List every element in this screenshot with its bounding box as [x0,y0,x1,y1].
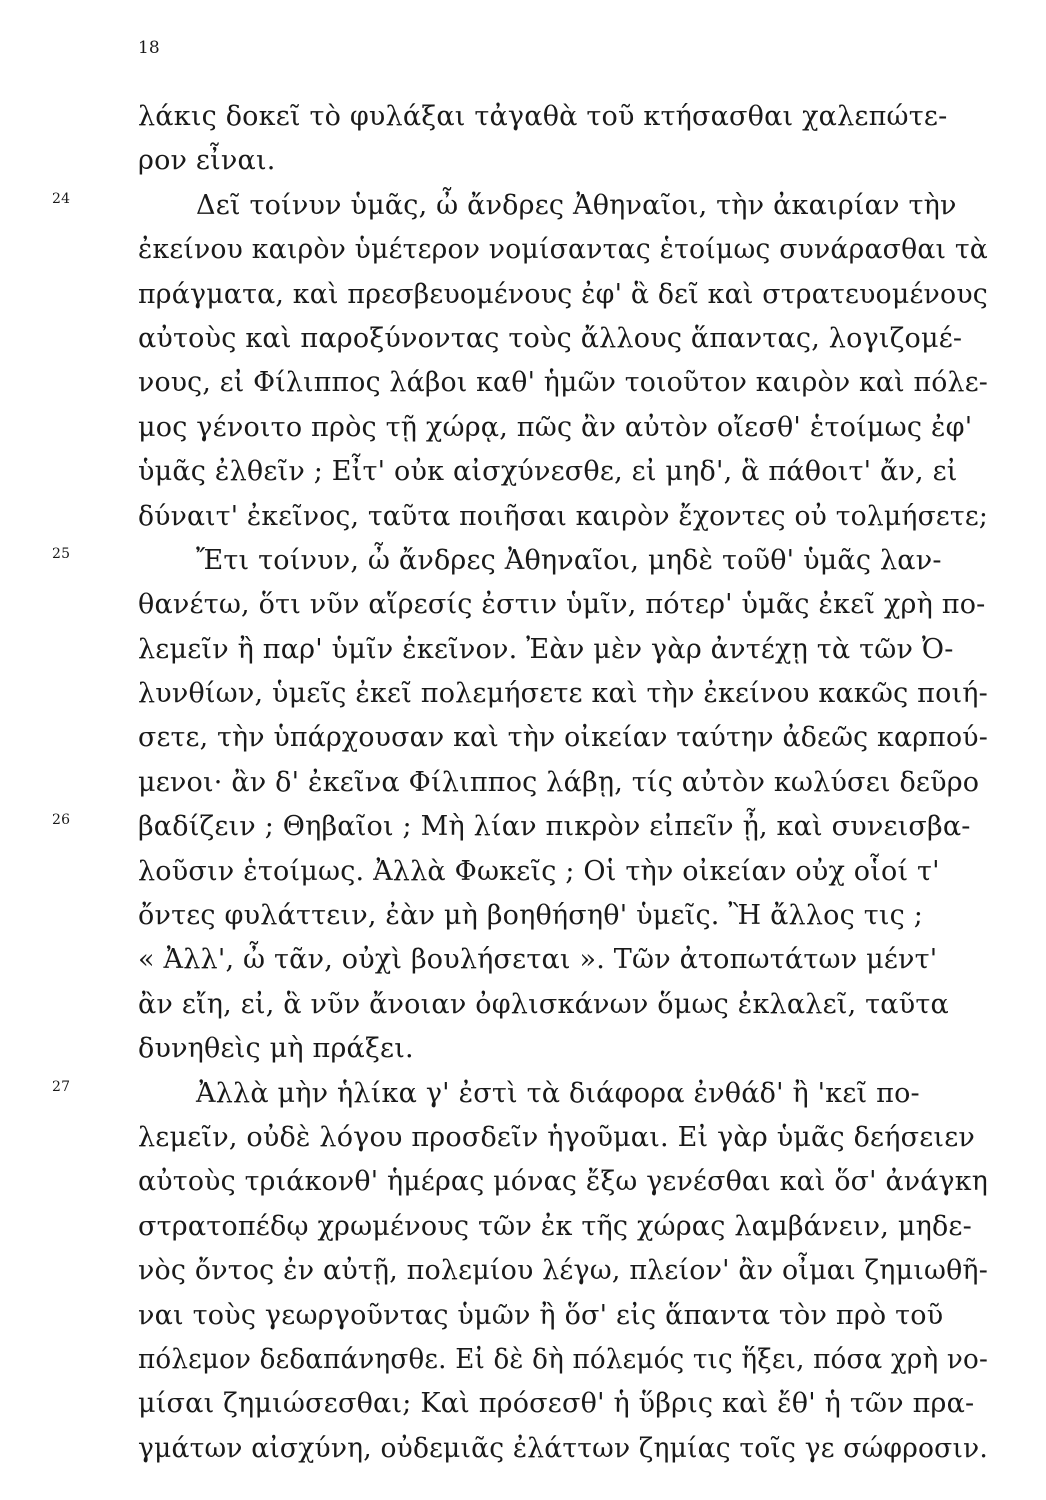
section-number: 24 [52,190,71,207]
line-text: αὐτοὺς τριάκονθ' ἡμέρας μόνας ἔξω γενέσθαι καὶ ὅσ' ἀνάγκη [138,1166,988,1198]
line-text: πράγματα, καὶ πρεσβευομένους ἐφ' ἃ δεῖ καὶ στρατευομένους [138,278,989,310]
line-text: νὸς ὄντος ἐν αὐτῇ, πολεμίου λέγω, πλείον' ἂν οἶμαι ζημιωθῆ- [138,1255,989,1287]
line-text: αὐτοὺς καὶ παροξύνοντας τοὺς ἄλλους ἅπαντας, λογιζομέ- [138,322,963,354]
text-line [138,1338,988,1382]
text-line [138,628,988,672]
line-text: μος γένοιτο πρὸς τῇ χώρᾳ, πῶς ἂν αὐτὸν οἴεσθ' ἑτοίμως ἐφ' [138,411,973,443]
line-text: λεμεῖν, οὐδὲ λόγου προσδεῖν ἡγοῦμαι. Εἰ γὰρ ὑμᾶς δεήσειεν [138,1121,976,1153]
text-line [138,894,988,938]
line-text: λεμεῖν ἢ παρ' ὑμῖν ἐκεῖνον. Ἐὰν μὲν γὰρ ἀντέχῃ τὰ τῶν Ὀ- [138,633,954,665]
line-text: ρον εἶναι. [138,145,276,177]
line-text: ὄντες φυλάττειν, ἐὰν μὴ βοηθήσηθ' ὑμεῖς. Ἢ ἄλλος τις ; [138,900,924,932]
text-line [138,1249,988,1293]
text-line [138,1382,988,1426]
line-text: στρατοπέδῳ χρωμένους τῶν ἐκ τῆς χώρας λαμβάνειν, μηδε- [138,1210,972,1242]
line-text: ὑμᾶς ἐλθεῖν ; Εἶτ' οὐκ αἰσχύνεσθε, εἰ μηδ', ἃ πάθοιτ' ἄν, εἰ [138,456,958,488]
text-line [138,1205,988,1249]
section-number: 27 [52,1078,71,1095]
paragraph-start-25 [52,539,988,583]
text-line [138,1427,988,1471]
text-line [138,583,988,627]
line-text: σετε, τὴν ὑπάρχουσαν καὶ τὴν οἰκείαν ταύτην ἀδεῶς καρπού- [138,722,989,754]
page-number: 18 [138,38,160,58]
text-line [138,450,988,494]
line-text: λάκις δοκεῖ τὸ φυλάξαι τἀγαθὰ τοῦ κτήσασθαι χαλεπώτε- [138,101,948,132]
line-text: Δεῖ τοίνυν ὑμᾶς, ὦ ἄνδρες Ἀθηναῖοι, τὴν ἀκαιρίαν τὴν [196,189,957,221]
line-text: δυνηθεὶς μὴ πράξει. [138,1033,414,1065]
text-line [138,1294,988,1338]
line-text: Ἀλλὰ μὴν ἡλίκα γ' ἐστὶ τὰ διάφορα ἐνθάδ' ἢ 'κεῖ πο- [196,1077,920,1109]
line-text: ἂν εἴη, εἰ, ἃ νῦν ἄνοιαν ὀφλισκάνων ὅμως ἐκλαλεῖ, ταῦτα [138,988,949,1020]
text-line [138,1160,988,1204]
line-text: θανέτω, ὅτι νῦν αἵρεσίς ἐστιν ὑμῖν, πότερ' ὑμᾶς ἐκεῖ χρὴ πο- [138,589,986,621]
paragraph-start-24 [52,184,988,228]
line-text: νους, εἰ Φίλιππος λάβοι καθ' ἡμῶν τοιοῦτον καιρὸν καὶ πόλε- [138,367,988,399]
line-text: λοῦσιν ἑτοίμως. Ἀλλὰ Φωκεῖς ; Οἱ τὴν οἰκείαν οὐχ οἷοί τ' [138,855,940,887]
text-line [138,672,988,716]
text-line [138,317,988,361]
line-text: ναι τοὺς γεωργοῦντας ὑμῶν ἢ ὅσ' εἰς ἅπαντα τὸν πρὸ τοῦ [138,1299,944,1331]
section-number: 26 [52,812,71,829]
line-text: μίσαι ζημιώσεσθαι; Καὶ πρόσεσθ' ἡ ὕβρις καὶ ἔθ' ἡ τῶν πρα- [138,1388,975,1420]
text-line [138,1027,988,1071]
text-line [138,228,988,272]
paragraph-start-27 [52,1072,988,1116]
section-number: 25 [52,545,71,562]
text-line [138,273,988,317]
line-text: μενοι· ἂν δ' ἐκεῖνα Φίλιππος λάβῃ, τίς αὐτὸν κωλύσει δεῦρο [138,766,980,798]
body-text [52,95,989,1471]
text-line [138,139,988,183]
text-line [138,1116,988,1160]
text-line [138,716,988,760]
text-line [138,406,988,450]
line-text: πόλεμον δεδαπάνησθε. Εἰ δὲ δὴ πόλεμός τις ἥξει, πόσα χρὴ νο- [138,1343,989,1375]
line-text: Ἔτι τοίνυν, ὦ ἄνδρες Ἀθηναῖοι, μηδὲ τοῦθ' ὑμᾶς λαν- [196,544,942,576]
text-line [138,761,988,805]
line-text: βαδίζειν ; Θηβαῖοι ; Μὴ λίαν πικρὸν εἰπεῖν ᾖ, καὶ συνεισβα- [138,811,971,843]
text-line [138,495,988,539]
text-line [138,850,988,894]
text-line [52,805,988,849]
line-text: γμάτων αἰσχύνη, οὐδεμιᾶς ἐλάττων ζημίας τοῖς γε σώφροσιν. [138,1432,989,1464]
text-line [138,983,988,1027]
line-text: « Ἀλλ', ὦ τᾶν, οὐχὶ βουλήσεται ». Τῶν ἀτοπωτάτων μέντ' [138,944,938,976]
line-text: λυνθίων, ὑμεῖς ἐκεῖ πολεμήσετε καὶ τὴν ἐκείνου κακῶς ποιή- [138,678,988,710]
line-text: δύναιτ' ἐκεῖνος, ταῦτα ποιῆσαι καιρὸν ἔχοντες οὐ τολμήσετε; [138,500,988,532]
text-line [138,95,988,139]
line-text: ἐκείνου καιρὸν ὑμέτερον νομίσαντας ἑτοίμως συνάρασθαι τὰ [138,234,989,266]
text-line [138,361,988,405]
text-line [138,938,988,982]
